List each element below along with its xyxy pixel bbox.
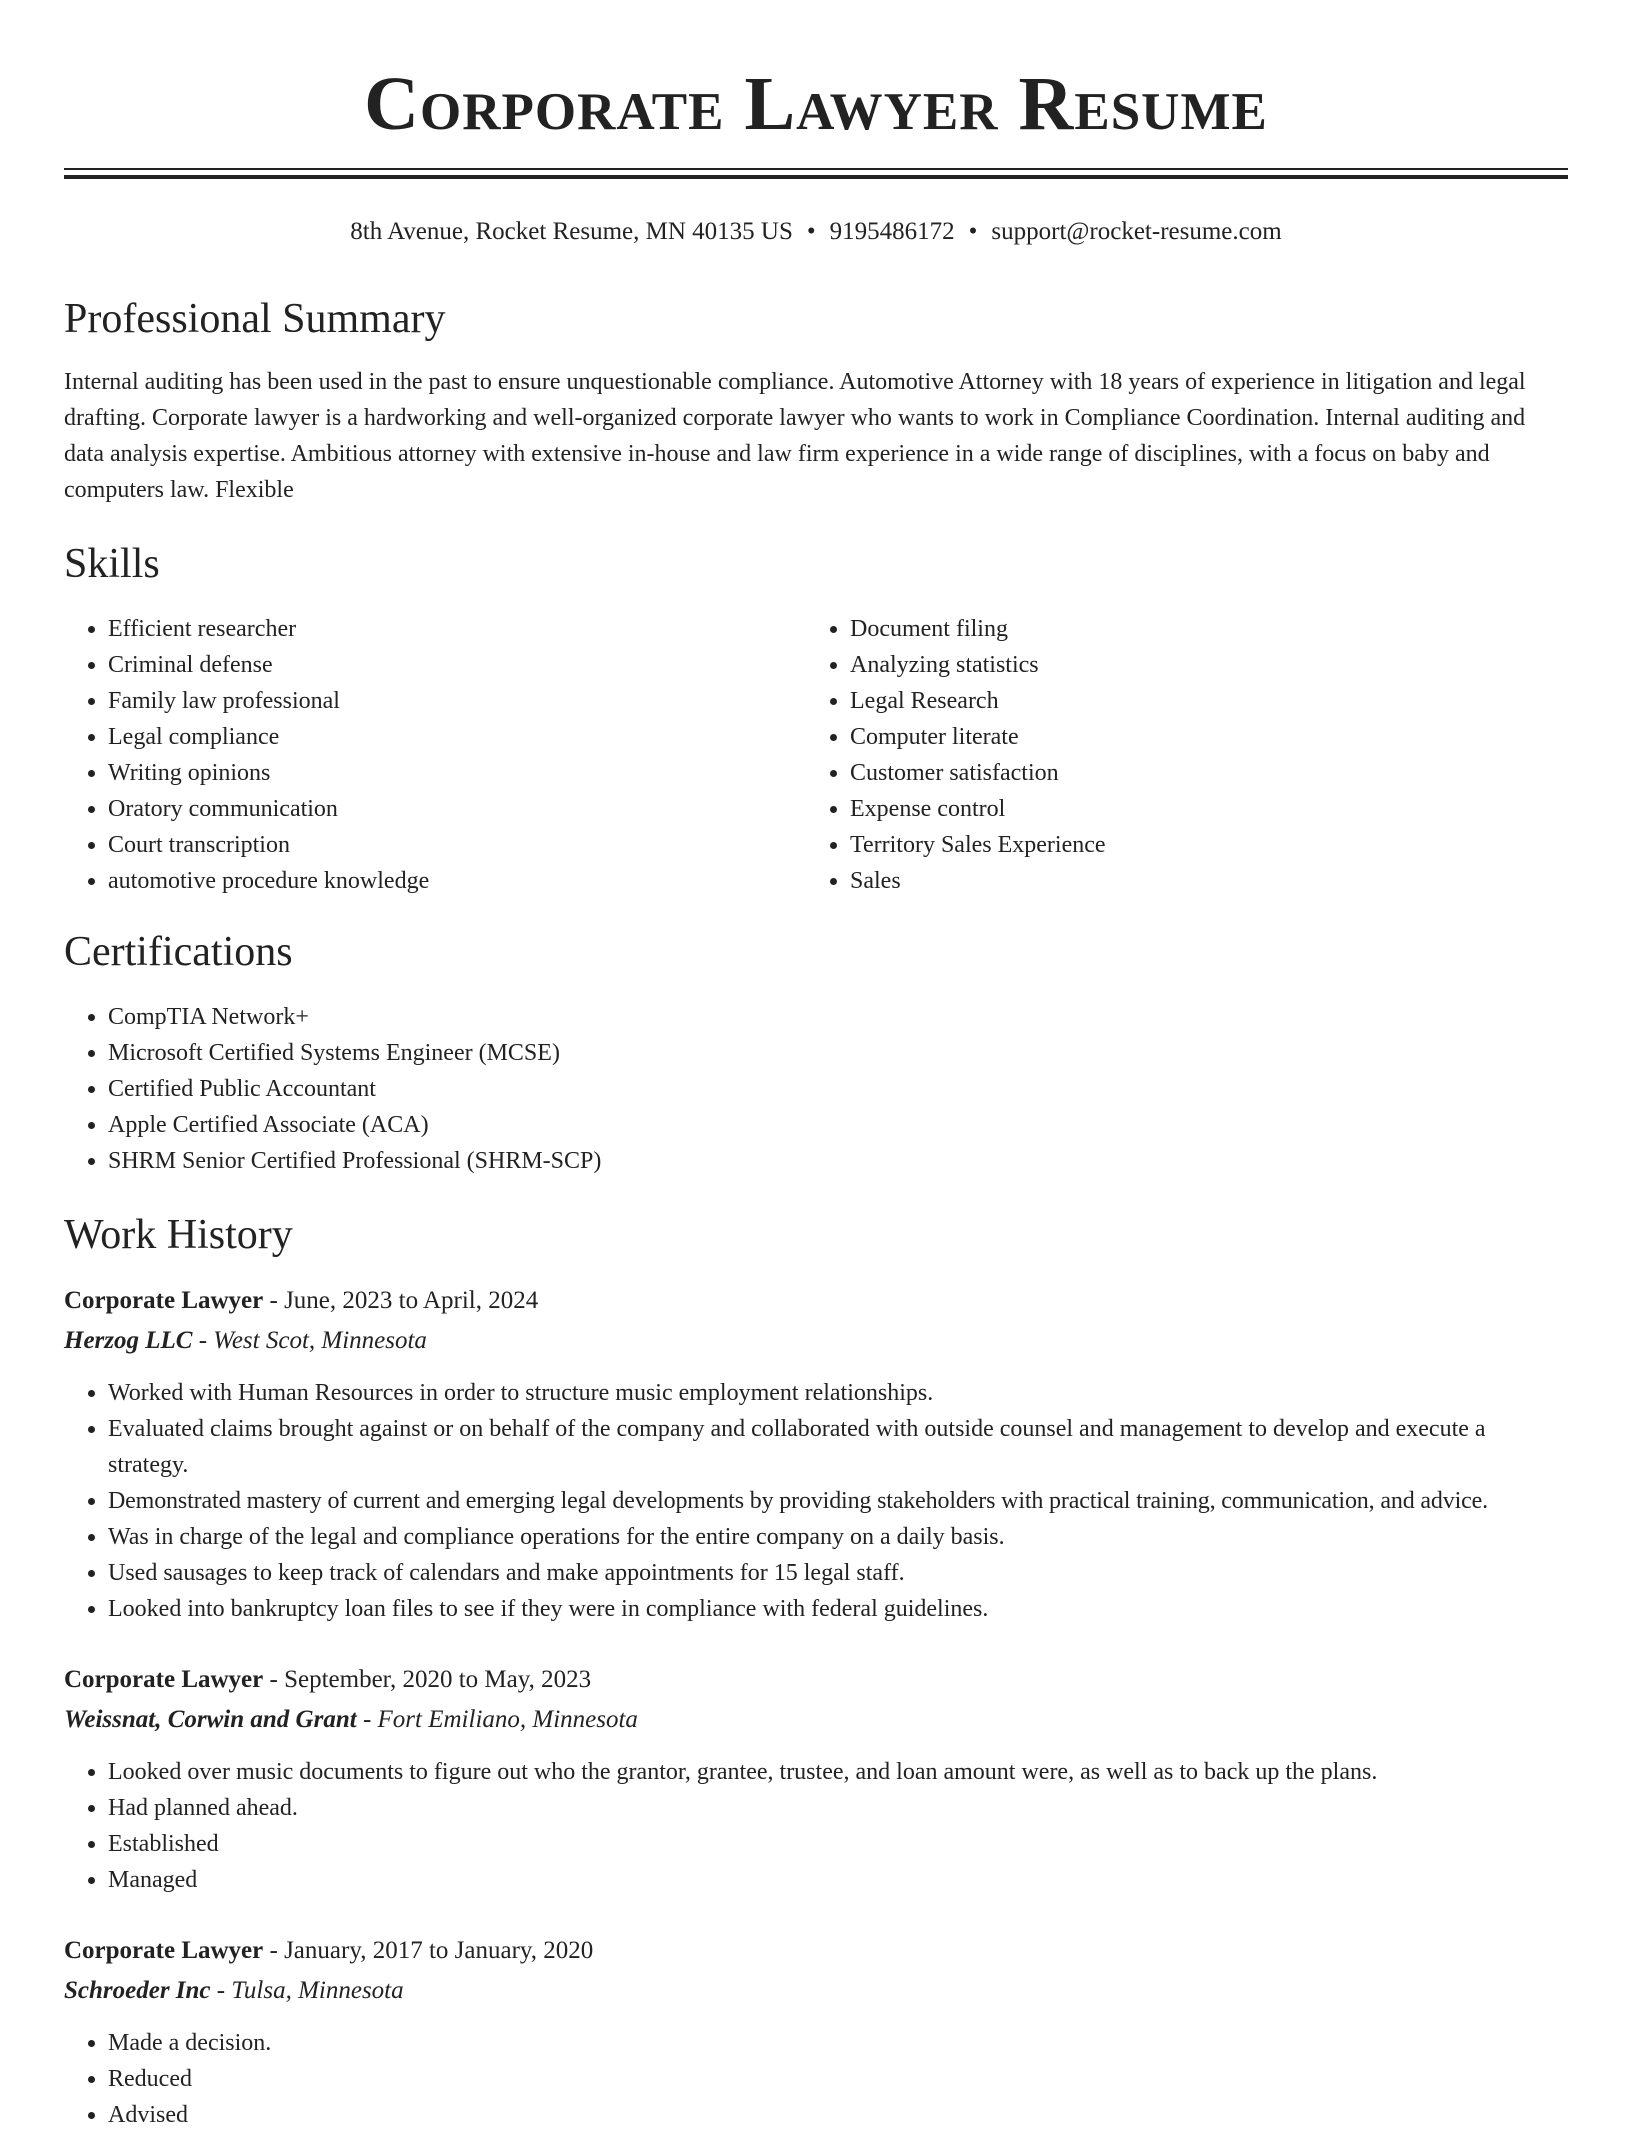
job-title: Corporate Lawyer — [64, 1937, 264, 1964]
job-bullet: • Was in charge of the legal and compliance operations for the entire company on a daily basis. — [108, 1519, 1568, 1555]
certification-item: • SHRM Senior Certified Professional (SHRM-SCP) — [108, 1143, 1558, 1179]
skill-item: • Criminal defense — [108, 647, 808, 683]
job-company: Herzog LLC — [64, 1327, 193, 1354]
skill-item: • Analyzing statistics — [850, 647, 1550, 683]
job-title-line — [64, 1283, 538, 1319]
title-rule-thin — [64, 168, 1568, 170]
resume-page — [64, 0, 1568, 2128]
certification-item: • Certified Public Accountant — [108, 1071, 1558, 1107]
skill-item: • Territory Sales Experience — [850, 827, 1550, 863]
job-company-line — [64, 1321, 427, 1361]
contact-separator: • — [806, 218, 816, 245]
job-company: Weissnat, Corwin and Grant — [64, 1706, 357, 1733]
job-bullets — [64, 2025, 1568, 2133]
title-rule-thick — [64, 175, 1568, 179]
skill-item: • Writing opinions — [108, 755, 808, 791]
contact-phone: 9195486172 — [829, 218, 955, 245]
job-bullet: • Made a decision. — [108, 2025, 1568, 2061]
job-dates: - June, 2023 to April, 2024 — [269, 1287, 539, 1314]
skill-item: • Customer satisfaction — [850, 755, 1550, 791]
job-bullet: • Evaluated claims brought against or on behalf of the company and collaborated with outside counsel and management to develop and execute a strategy. — [108, 1411, 1568, 1483]
skill-item: • Family law professional — [108, 683, 808, 719]
job-dates: - January, 2017 to January, 2020 — [269, 1937, 594, 1964]
skills-list-left — [64, 611, 808, 899]
job-bullets — [64, 1754, 1568, 1898]
skill-item: • Efficient researcher — [108, 611, 808, 647]
certifications-list — [64, 999, 1558, 1179]
certifications-heading: Certifications — [64, 929, 293, 975]
certification-item: • Apple Certified Associate (ACA) — [108, 1107, 1558, 1143]
job-bullets — [64, 1375, 1568, 1627]
job-title-line — [64, 1662, 591, 1698]
skill-item: • automotive procedure knowledge — [108, 863, 808, 899]
contact-address: 8th Avenue, Rocket Resume, MN 40135 US — [350, 218, 793, 245]
job-title: Corporate Lawyer — [64, 1666, 264, 1693]
skill-item: • Sales — [850, 863, 1550, 899]
skill-item: • Expense control — [850, 791, 1550, 827]
job-location: - West Scot, Minnesota — [198, 1327, 427, 1354]
skill-item: • Court transcription — [108, 827, 808, 863]
summary-text: Internal auditing has been used in the past to ensure unquestionable compliance. Automotive Attorney with 18 years of experience in litigation and legal drafting. Corporate lawyer is a hardworking and well-organized corporate lawyer who wants to work in Compliance Coordination. Internal auditing and data analysis expertise. Ambitious attorney with extensive in-house and law firm experience in a wide range of disciplines, with a focus on baby and computers law. Flexible — [64, 369, 1526, 503]
job-bullet: • Worked with Human Resources in order to structure music employment relationships. — [108, 1375, 1568, 1411]
certification-item: • CompTIA Network+ — [108, 999, 1558, 1035]
job-location: - Fort Emiliano, Minnesota — [362, 1706, 638, 1733]
skills-heading: Skills — [64, 541, 160, 587]
job-bullet: • Looked over music documents to figure out who the grantor, grantee, trustee, and loan amount were, as well as to back up the plans. — [108, 1754, 1568, 1790]
job-bullet: • Looked into bankruptcy loan files to see if they were in compliance with federal guidelines. — [108, 1591, 1568, 1627]
work-history-heading: Work History — [64, 1212, 293, 1258]
contact-line — [64, 214, 1568, 250]
job-location: - Tulsa, Minnesota — [216, 1977, 404, 2004]
job-company-line — [64, 1700, 638, 1740]
job-bullet: • Managed — [108, 1862, 1568, 1898]
job-bullet: • Reduced — [108, 2061, 1568, 2097]
job-company-line — [64, 1971, 404, 2011]
job-bullet: • Demonstrated mastery of current and emerging legal developments by providing stakeholders with practical training, communication, and advice. — [108, 1483, 1568, 1519]
skills-list-right — [806, 611, 1550, 899]
summary-heading: Professional Summary — [64, 296, 446, 342]
job-bullet: • Advised — [108, 2097, 1568, 2133]
certification-item: • Microsoft Certified Systems Engineer (MCSE) — [108, 1035, 1558, 1071]
skill-item: • Document filing — [850, 611, 1550, 647]
job-title-line — [64, 1933, 593, 1969]
skill-item: • Legal Research — [850, 683, 1550, 719]
job-bullet: • Used sausages to keep track of calendars and make appointments for 15 legal staff. — [108, 1555, 1568, 1591]
job-dates: - September, 2020 to May, 2023 — [269, 1666, 592, 1693]
contact-separator: • — [968, 218, 978, 245]
skill-item: • Computer literate — [850, 719, 1550, 755]
job-company: Schroeder Inc — [64, 1977, 211, 2004]
skill-item: • Oratory communication — [108, 791, 808, 827]
job-title: Corporate Lawyer — [64, 1287, 264, 1314]
job-bullet: • Established — [108, 1826, 1568, 1862]
skill-item: • Legal compliance — [108, 719, 808, 755]
job-bullet: • Had planned ahead. — [108, 1790, 1568, 1826]
resume-title: Corporate Lawyer Resume — [364, 62, 1268, 146]
contact-email: support@rocket-resume.com — [991, 218, 1282, 245]
